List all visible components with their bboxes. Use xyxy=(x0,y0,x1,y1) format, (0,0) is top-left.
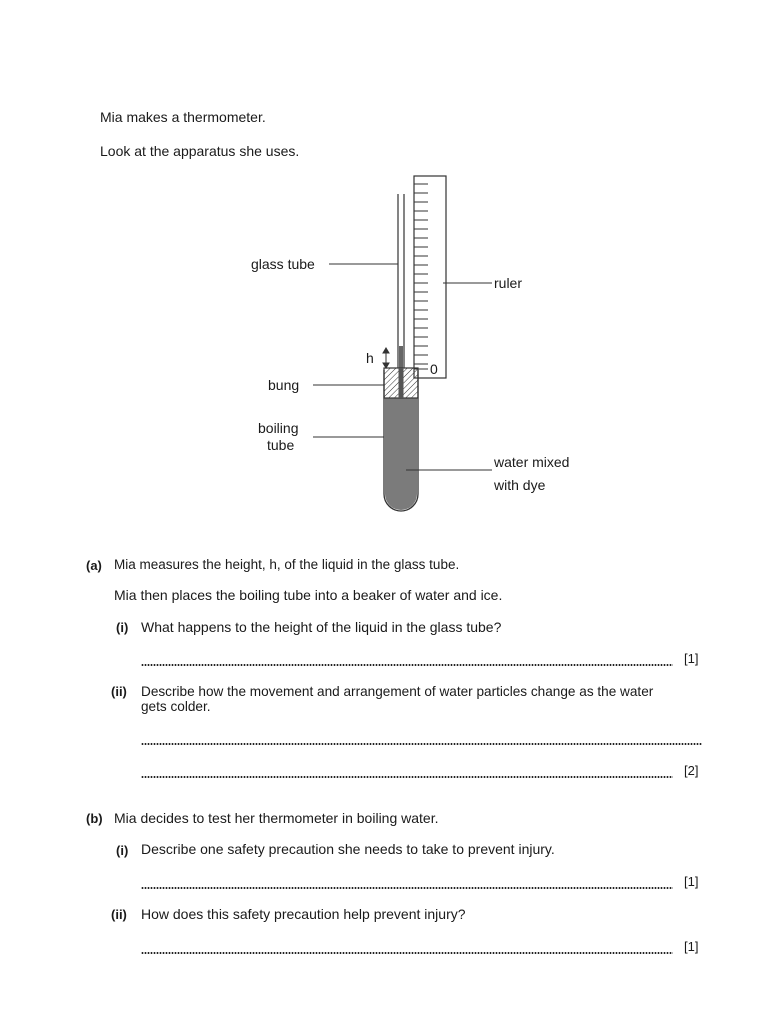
part-b-text-1: Mia decides to test her thermometer in boiling water. xyxy=(114,810,439,826)
part-a-text-2: Mia then places the boiling tube into a beaker of water and ice. xyxy=(114,587,503,603)
part-b-i-label: (i) xyxy=(116,843,129,858)
label-with-dye: with dye xyxy=(494,477,546,493)
label-glass-tube: glass tube xyxy=(251,256,315,272)
ruler xyxy=(414,176,446,378)
part-a-label: (a) xyxy=(86,558,102,573)
marks-b-i: [1] xyxy=(684,874,699,889)
part-a-i-label: (i) xyxy=(116,620,129,635)
label-bung: bung xyxy=(268,377,300,393)
part-a-ii-label: (ii) xyxy=(111,684,127,699)
height-arrow xyxy=(383,348,389,368)
part-b-label: (b) xyxy=(86,811,103,826)
marks-a-ii: [2] xyxy=(684,763,699,778)
label-ruler: ruler xyxy=(494,275,523,291)
marks-a-i: [1] xyxy=(684,651,699,666)
intro-line-1: Mia makes a thermometer. xyxy=(100,109,266,125)
answer-line-b-ii[interactable] xyxy=(141,952,673,954)
part-b-i-question: Describe one safety precaution she needs to take to prevent injury. xyxy=(141,841,555,857)
part-b-ii-label: (ii) xyxy=(111,907,127,922)
part-a-text-1: Mia measures the height, h, of the liquid in the glass tube. xyxy=(114,557,460,572)
label-water-mixed: water mixed xyxy=(494,454,570,470)
marks-b-ii: [1] xyxy=(684,939,699,954)
part-b-ii-question: How does this safety precaution help prevent injury? xyxy=(141,906,466,922)
answer-line-a-ii-1[interactable] xyxy=(141,743,702,745)
part-a-ii-question-2: gets colder. xyxy=(141,699,211,714)
answer-line-a-ii-2[interactable] xyxy=(141,776,673,778)
label-tube: tube xyxy=(267,437,295,453)
answer-line-a-i[interactable] xyxy=(141,664,673,666)
bung xyxy=(384,368,418,398)
label-boiling: boiling xyxy=(258,420,299,436)
label-h: h xyxy=(366,350,374,366)
intro-line-2: Look at the apparatus she uses. xyxy=(100,143,300,159)
part-a-i-question: What happens to the height of the liquid in the glass tube? xyxy=(141,619,502,635)
answer-line-b-i[interactable] xyxy=(141,887,673,889)
part-a-ii-question-1: Describe how the movement and arrangement of water particles change as the water xyxy=(141,684,654,699)
label-zero: 0 xyxy=(430,361,438,377)
